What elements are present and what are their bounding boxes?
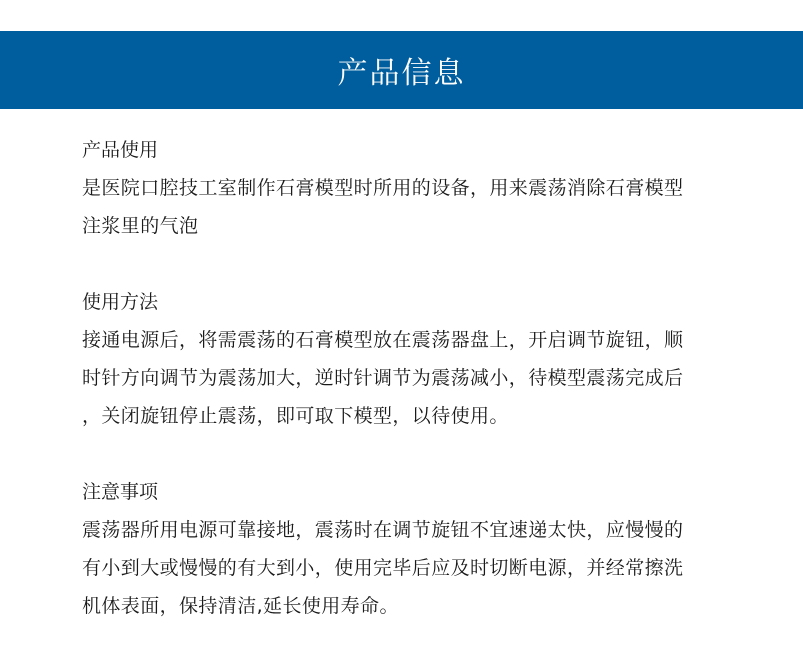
section-text-line: 注浆里的气泡 [82, 215, 199, 237]
section-text-line: 接通电源后，将需震荡的石膏模型放在震荡器盘上，开启调节旋钮，顺 [82, 329, 684, 351]
section-text-line: 震荡器所用电源可靠接地，震荡时在调节旋钮不宜速递太快，应慢慢的 [82, 519, 684, 541]
section-heading: 产品使用 [82, 139, 159, 161]
section-heading: 使用方法 [82, 291, 159, 313]
header-banner [0, 31, 803, 109]
section-text-line: 有小到大或慢慢的有大到小，使用完毕后应及时切断电源，并经常擦洗 [82, 557, 684, 579]
section-precautions [82, 473, 732, 625]
section-usage-method [82, 283, 732, 435]
section-heading: 注意事项 [82, 481, 159, 503]
section-text-line: 机体表面，保持清洁,延长使用寿命。 [82, 595, 399, 617]
product-info-content [82, 131, 732, 663]
section-text-line: ，关闭旋钮停止震荡，即可取下模型，以待使用。 [82, 405, 509, 427]
page-title: 产品信息 [337, 56, 466, 91]
section-text-line: 是医院口腔技工室制作石膏模型时所用的设备，用来震荡消除石膏模型 [82, 177, 684, 199]
section-text-line: 时针方向调节为震荡加大，逆时针调节为震荡减小，待模型震荡完成后 [82, 367, 684, 389]
section-product-usage [82, 131, 732, 245]
